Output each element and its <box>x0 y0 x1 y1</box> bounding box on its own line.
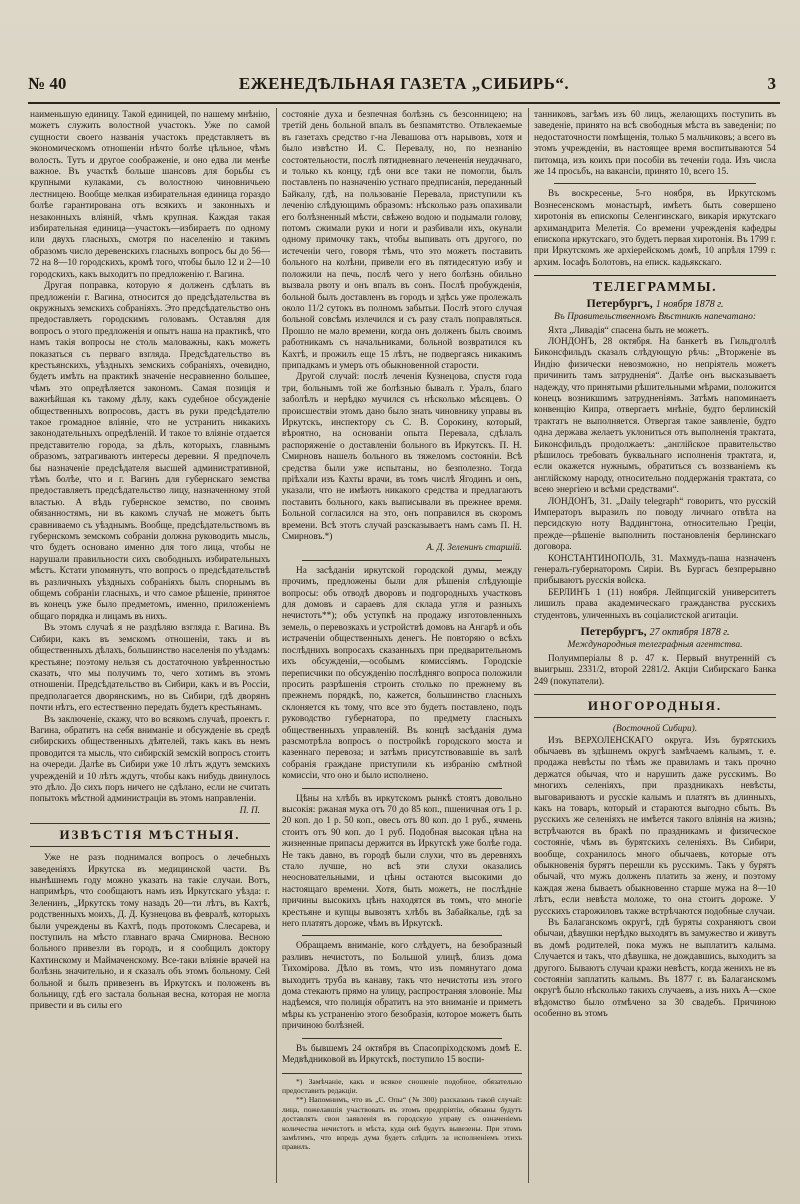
section-subtitle: (Восточной Сибири). <box>612 724 698 735</box>
footnote: *) Замѣчаніе, какъ и всякое сношеніе подобное, обязательно предоставить редакціи. <box>282 1076 522 1095</box>
dateline-date: 1 ноября 1878 г. <box>655 298 724 310</box>
paragraph: танниковъ, загѣмъ изъ 60 лицъ, желающихъ поступить въ заведеніе, принято на всѣ свободныя мѣста въ заведеніи; по недостаточности помѣщенія, только 5 мальчиковъ; а всего въ этомъ учрежденіи, въ настоящее время воспитываются 54 питомца, изъ коихъ при пособіи въ теченіи года. Изъ числа же 14 просьбъ, на вакансіи, принято 10, всего 15. <box>534 110 776 178</box>
column-2 <box>282 110 522 1180</box>
subheading: Въ Правительственномъ Вѣстникѣ напечатано: <box>553 312 757 323</box>
column-divider <box>528 108 529 1183</box>
column-1 <box>30 110 270 1180</box>
divider <box>534 275 776 276</box>
paragraph: Въ этомъ случаѣ я не раздѣляю взгляда г. Вагина. Въ Сибири, какъ въ земскомъ отношеніи, такъ и въ общественныхъ дѣлахъ, большинство населенія по уѣздамъ: крестьяне; поэтому нельзя съ достаточною увѣренностью сказать, что мы получимъ то, чего хотимъ въ этомъ отношеніи. Предсѣдательство въ Сибири, какъ и въ Россіи, предполагается дворянскимъ, но въ Сибири, гдѣ дворянъ почти нѣтъ, его естественно передать будетъ крестьянамъ. <box>30 623 270 714</box>
paragraph: Обращаемъ вниманіе, кого слѣдуетъ, на безобразный разливъ нечистотъ, по Большой улицѣ, близъ дома Тихомірова. Дѣло въ томъ, что изъ помянутаго дома выходитъ труба въ канаву, такъ что нечистоты изъ этого дома стекаютъ прямо на улицу, распространяя зловоніе. Мы надѣемся, что полиція обратитъ на это вниманіе и приметъ мѣры къ устраненію этого безобразія, которое можетъ быть причиною болѣзней. <box>282 941 522 1032</box>
telegram: БЕРЛИНЪ 1 (11) ноября. Лейпцигскій университетъ лишилъ права академическаго гражданства русскихъ студентовъ, уличенныхъ въ соціалистской агитаціи. <box>534 587 776 621</box>
column-divider <box>276 108 277 1183</box>
section-heading-local-news: ИЗВѢСТІЯ МѢСТНЫЯ. <box>30 823 270 847</box>
section-heading-telegrams: ТЕЛЕГРАММЫ. <box>592 280 718 296</box>
paragraph: Въ Балаганскомъ округѣ, гдѣ буряты сохраняютъ свои обычаи, дѣвушки нерѣдко выходятъ въ замужество и живутъ въ домѣ родителей, пока мужъ не выплатитъ калыма. Случается и такъ, что дѣвушка, не дождавшись, выходитъ за другого. Бываютъ случаи кражи невѣстъ, когда женихъ не въ состояніи заплатить калымъ. Въ 1877 г. въ Балаганскомъ округѣ было нѣсколько такихъ случаевъ, а изъ нихъ А—ское вѣдомство было отмѣчено за 30 свадебъ. Причиною особенно въ этомъ <box>534 918 776 1020</box>
dateline <box>534 626 776 638</box>
signature: А. Д. Зеленинъ старшій. <box>426 543 522 554</box>
page-number: 3 <box>767 74 776 93</box>
divider <box>302 935 502 936</box>
paragraph: Цѣны на хлѣбъ въ иркутскомъ рынкѣ стоятъ довольно высокія: ржаная мука отъ 70 до 85 коп., пшеничная отъ 1 р. 20 коп. до 1 р. 50 коп., овесъ отъ 80 коп. до 1 руб., ячмень стоитъ отъ 90 коп. до 1 руб. Подобная высокая цѣна на жизненные припасы держится въ Иркутскѣ уже болѣе года. Не такъ давно, въ городѣ были слухи, что въ деревняхъ стало лучше, но всѣ эти слухи оказались неосновательными, и цѣны остаются высокими до настоящаго времени. Хотя, быть можетъ, не послѣдніе причины высокихъ цѣнъ находятся въ томъ, что многіе крестьяне и купцы вывозятъ хлѣбъ въ Забайкалье, гдѣ за него платятъ дороже, чѣмъ въ Иркутскѣ. <box>282 793 522 930</box>
issue-number: № 40 <box>28 74 67 93</box>
divider <box>302 560 502 561</box>
footnote: **) Напомнимъ, что въ „С. Опы“ (№ 300) разсказанъ такой случай: лица, пожелавшія участвовать въ этомъ предпріятіи, обязаны будутъ доставлять свои заявленія въ городскую управу съ означеніемъ количества нечистотъ и мѣста, куда онѣ будутъ вывезены. При этомъ замѣтимъ, что впредь дума будетъ слѣдить за исполненіемъ этихъ правилъ. <box>282 1095 522 1152</box>
signature: П. П. <box>239 805 260 816</box>
paragraph: На засѣданіи иркутской городской думы, между прочимъ, предложены были для рѣшенія слѣдующіе вопросы: объ отводѣ дворовъ и подгородныхъ участковъ для домовъ и сараевъ для склада угля и разныхъ нечистотъ**); объ уступкѣ на продажу изготовленныхъ земель, о перевозкахъ и устройствѣ домовъ на Ангарѣ и объ истраченіи общественныхъ денегъ. Не повторяю о всѣхъ послѣднихъ вопросахъ сказанныхъ при предварительномъ ихъ обсужденіи,—особымъ комиссіямъ. Городскіе переписчики по обсужденію послѣдняго вопроса положили просить разрѣшенія строить столько по прежнему въ прежнемъ порядкѣ, по, кажется, большинство гласныхъ склоняется къ тому, что все это будетъ поставлено, подъ руководство губернатора, по предмету гласныхъ общественныхъ управленій. Въ концѣ засѣданія дума разсмотрѣла вопросъ о постройкѣ городского моста и казеннаго перевоза; и затѣмъ присутствовавшіе въ залѣ собранія граждане приступили къ избранію смѣтной комиссіи, что оно и было исполнено. <box>282 565 522 782</box>
dateline-date: 27 октября 1878 г. <box>649 627 730 639</box>
telegram: ЛОНДОНЪ, 31. „Daily telegraph“ говоритъ, что русскій Императоръ выразилъ по поводу личнаго отвѣта на персидскую ноту Ваддингтона, относительно Греціи, прежде—рѣшеніе выполнить постановленія берлинскаго договора. <box>534 496 776 553</box>
paragraph: Уже не разъ поднимался вопросъ о лечебныхъ заведеніяхъ Иркутска въ медицинской части. Въ нынѣшнемъ году можно указать на такіе случаи. Вотъ, напримѣръ, что сообщаютъ намъ изъ Иркутскаго уѣзда: г. Зеленинъ, „Иркутскъ тому назадъ 20—ти лѣтъ, въ Кахтѣ, родственныхъ моихъ, Д. Д. Кузнецова въ февралѣ, которыхъ были учреждены въ Кахтѣ, подъ протокомъ Слесарева, и поступилъ на мѣсто главнаго врача Смирнова. Весною больного привезли въ городъ, и я сообщилъ доктору Кахтинскому и Маймаченскому. Все-таки вліяніе врачей на болѣзнь значительно, и я сказалъ объ этомъ больному. Сей больной и былъ привезенъ въ Иркутскъ и положенъ въ больницу, гдѣ его застала больная весна, которая не могла привести и въ силы его <box>30 853 270 1012</box>
paragraph: Въ заключеніе, скажу, что во всякомъ случаѣ, проектъ г. Вагина, обратитъ на себя вниманіе и обсужденіе въ средѣ сибирскихъ общественныхъ дѣятелей, такъ какъ въ немъ проводится та мысль, что сибирскій земскій вопросъ стоитъ на очереди. Далѣе въ Сибири уже 10 лѣтъ ждутъ земскихъ учрежденій и 10 лѣтъ ждутъ, чтобы какъ нибудь двинулось это дѣло. До сихъ поръ ничего не сдѣлано, если не считать попытокъ мѣстной администраціи въ этомъ направленіи. <box>30 714 270 805</box>
section-heading-provincial: ИНОГОРОДНЫЯ. <box>534 694 776 718</box>
telegram: КОНСТАНТИНОПОЛЬ, 31. Махмудъ-паша назначенъ генералъ-губернаторомъ Сиріи. Въ Бургасъ безпрерывно прибываютъ русскія войска. <box>534 553 776 587</box>
divider <box>554 183 756 184</box>
newspaper-title: ЕЖЕНЕДѢЛЬНАЯ ГАЗЕТА „СИБИРЬ“. <box>238 74 570 93</box>
paragraph: Въ воскресенье, 5-го ноября, въ Иркутскомъ Вознесенскомъ монастырѣ, имѣетъ быть совершено хиротонія въ епископы Селенгинскаго, викарія иркутскаго архимандрита Мелетія. Со времени учрежденія кафедры епископа иркутскаго, это будетъ первая хиротонія. Въ 1799 г. при Иркутскомъ же архіерейскомъ домѣ, 10 апрѣля 1799 г. архим. Іосафъ Болотовъ, на еписк. кадьякскаго. <box>534 189 776 268</box>
telegram: Полуимперіалы 8 р. 47 к. Первый внутренній съ выигрыш. 2331/2, второй 2281/2. Акціи Сибирскаго Банка 249 (покупатели). <box>534 653 776 687</box>
column-3 <box>534 110 776 1180</box>
paragraph: Другой случай: послѣ леченія Кузнецова, спустя года три, больнымъ той же болѣзнью бывалъ г. Уралъ, благо заболѣлъ и нерѣдко мучился съ нѣсколько мѣсяцевъ. О происшествіи этомъ дано было знать чиновнику управы въ Иркутскъ, инспектору съ С. В. Сорокину, который, вѣроятно, на основаніи опыта Перевала, сдѣлалъ распоряженіе о доставленіи больного въ Иркутскъ. П. Н. Смирновъ нашелъ больного въ тяжеломъ состояніи. Всѣ средства были уже испытаны, но безполезно. Тогда пріѣхали изъ Кахты врачи, въ томъ числѣ Ягодинъ и онъ, указали, что не имѣютъ никакого средства и предлагаютъ поставить больного, какъ выписывали въ прежнее время. Больной согласился на это, онъ поправился въ скоромъ времени. Всѣ этотъ случай разсказываетъ намъ самъ П. Н. Смирновъ.*) <box>282 372 522 543</box>
header-rule <box>28 102 780 104</box>
page-header <box>28 70 780 100</box>
footnotes <box>282 1073 522 1152</box>
dateline <box>534 295 776 310</box>
subheading: Международныя телеграфныя агентства. <box>567 640 743 651</box>
paragraph: Другая поправка, которую я долженъ сдѣлать въ предложеніи г. Вагина, относится до предсѣдательства въ окружныхъ земскихъ собраніяхъ. Это предсѣдательство онъ предоставляетъ городскимъ головамъ. Оставляя для вопросъ о этого предложенія и опытъ наша на практикѣ, что намъ такія вопросы не столь маловажны, какъ можетъ показаться съ перваго взгляда. Предсѣдательство въ крестьянскихъ, уѣздныхъ земскихъ собраніяхъ, очевидно, будетъ имѣть на практикѣ значеніе несравненно большее, чѣмъ это опредѣляется закономъ. Самая позиція и важнѣйшая къ такому дѣлу, какъ судебное обсужденіе общественныхъ вопросовъ, дастъ въ руки предсѣдателю такое громадное вліяніе, что не устранить никакихъ законодательныхъ опредѣленій. И такое то вліяніе отдается представителю города, за дѣлъ, которыхъ, главнымъ образомъ, затрагиваютъ интересы деревни. Я предпочелъ бы назначеніе предсѣдателя высшей административной, тѣмъ болѣе, что и г. Вагинъ для губернскаго земства предоставляетъ предсѣдательство лицу, назначенному этой властью. А вѣдь губернское земство, по своимъ обязанностямъ, ни въ какомъ случаѣ не можетъ быть сравниваемо съ уѣзднымъ. Вообще, предсѣдательствомъ въ губернскомъ земскомъ собраніи должна руководить мысль, что будетъ основано именно для того лица, чтобы не нарушали правильности сихъ свободныхъ избирательныхъ мѣстъ. Кстати упомянутъ, что вопросъ о предсѣдательствѣ въ различныхъ уѣздныхъ собраніяхъ былъ спорнымъ въ общемъ собраніи гласныхъ, и что самое рѣшеніе, принятое въ конецъ уже было предметомъ, именно, приложеніемъ общаго порядка и лицамъ въ нихъ. <box>30 281 270 622</box>
telegram: Яхта „Ливадія“ спасена быть не можетъ. <box>548 325 710 336</box>
telegram: ЛОНДОНЪ, 28 октября. На банкетѣ въ Гильдголлѣ Биконсфильдъ сказалъ слѣдующую рѣчь: „Вторженіе въ Индію физически невозможно, но непріятель можетъ причинить тамъ затрудненія“. Далѣе онъ высказываетъ надежду, что принятыми рѣшительными мѣрами, положится конецъ возникшимъ затрудненіямъ. Затѣмъ напоминаетъ конвенцію Кипра, отвергаетъ мнѣніе, будто берлинскій трактатъ не выполняется. Отвергая такое заявленіе, будто одна держава желаетъ уклониться отъ выполненія трактата, Биконсфильдъ продолжаетъ: „англійское правительство рѣшилось требовать буквальнаго исполненія трактата, и, если окажется нужнымъ, обратиться съ воззваніемъ къ англійскому народу, относительно поддержанія трактата, со всею энергіею и всѣми средствами“. <box>534 336 776 496</box>
dateline-city: Петербургъ, <box>586 295 653 310</box>
paragraph: Изъ ВЕРХОЛЕНСКАГО округа. Изъ бурятскихъ обычаевъ въ здѣшнемъ округѣ замѣчаемъ калымъ, т. е. продажа невѣсты по тѣмъ же правиламъ и такъ прочно держатся обычая, что и нарушить даже русскимъ. Во многихъ селеніяхъ, при праздникахъ невѣсты, выговариваютъ и русскіе калымъ и платятъ въ длинныхъ, какъ на товаръ, который и стараются выгодно сбыть. Въ русскихъ же селеніяхъ не имѣется такого вліянія на жизнь; встрѣчаются въ бракѣ по праздникамъ и физическое состояніе, чѣмъ въ бурятскихъ селеніяхъ. Въ Сибири, вообще, сохранилось много обычаевъ, которые отъ обыкновенія бурятъ перешли къ русскимъ. Такъ у бурятъ обычай, что мужъ долженъ платить за жену, и поэтому каждая жена бываетъ обыкновенно старше мужа на 8—10 лѣтъ, если невѣста моложе, то она стоитъ дороже. У русскихъ старожиловъ также встрѣчаются подобные случаи. <box>534 735 776 917</box>
paragraph: состояніе духа и безпечная болѣзнь съ безсонницею; на третій день больной впалъ въ безпамятство. Отвлекаемые въ газетахъ средство г-на Левашова отъ нарывовъ, хотя и было извѣстно И. С. Перевалу, но, по незнанію состоятельности, послѣ пятидневнаго лечененія неудачнаго, и только къ концу, гдѣ они все таки не помогли, былъ поставленъ по назначенію устнаго предписанія, переданный Байкалу, гдѣ, на пользованіе Перевала, приступили къ леченію слѣдующимъ образомъ: нѣсколько разъ опахивали его болѣзненный мѣсти, свѣжею водою и подымали голову, потомъ сжимали руки и ноги и разбивали ихъ, окунали одному примочку такъ, чтобы выпивать отъ другого, по истеченіи чего, говоря тѣмъ, что это можетъ поставить больного на колѣни, привели его въ пятидесятую избу и положили на печь, послѣ чего у него болѣзнь обильно вызвала рвоту и онъ впалъ въ сонъ. Послѣ пробужденія, больной былъ доставленъ въ городъ и здѣсь уже пролежалъ около 11/2 сутокъ въ полномъ забытьи. Послѣ этого случая больной совсѣмъ излечился и съ разу сталъ поправляться. Прошло не мало времени, когда онъ долженъ былъ своимъ работникамъ съ начальниками, больной возвратился къ Кахтѣ, и прожилъ еще 15 лѣтъ, не подвергаясь никакимъ припадкамъ и умеръ отъ обыкновенной старости. <box>282 110 522 371</box>
dateline-city: Петербургъ, <box>580 624 647 639</box>
paragraph: Въ бывшемъ 24 октября въ Спасопріходскомъ домѣ Е. Медвѣдниковой въ Иркутскѣ, поступило 15 воспи- <box>282 1043 522 1066</box>
paragraph: наименьшую единицу. Такой единицей, по нашему мнѣнію, можетъ служить волостной участокъ. Уже по самой сущности своего названія участокъ представляетъ въ экономическомъ отношеніи нѣчто болѣе цѣльное, чѣмъ волость. Тутъ и другое соображеніе, и оно едва ли менѣе важное. Въ участкѣ больше шансовъ для борьбы съ крупными кулаками, съ волостною чиновничьею лестницею. Вообще мелкая избирательная единица гораздо болѣе гарантирована отъ всякихъ и законныхъ и незаконныхъ вліяній, чѣмъ крупная. Каждая такая избирательная единица—участокъ—избираетъ по одному или двухъ гласныхъ, смотря по населенію и такимъ образомъ число деревенскихъ гласныхъ вопросъ бы до 56—72 на 8—10 городскихъ, кромѣ того, чтобы было 12 и 2—10 городскихъ, какъ выходитъ по предложенію г. Вагина. <box>30 110 270 280</box>
divider <box>302 1038 502 1039</box>
divider <box>302 788 502 789</box>
